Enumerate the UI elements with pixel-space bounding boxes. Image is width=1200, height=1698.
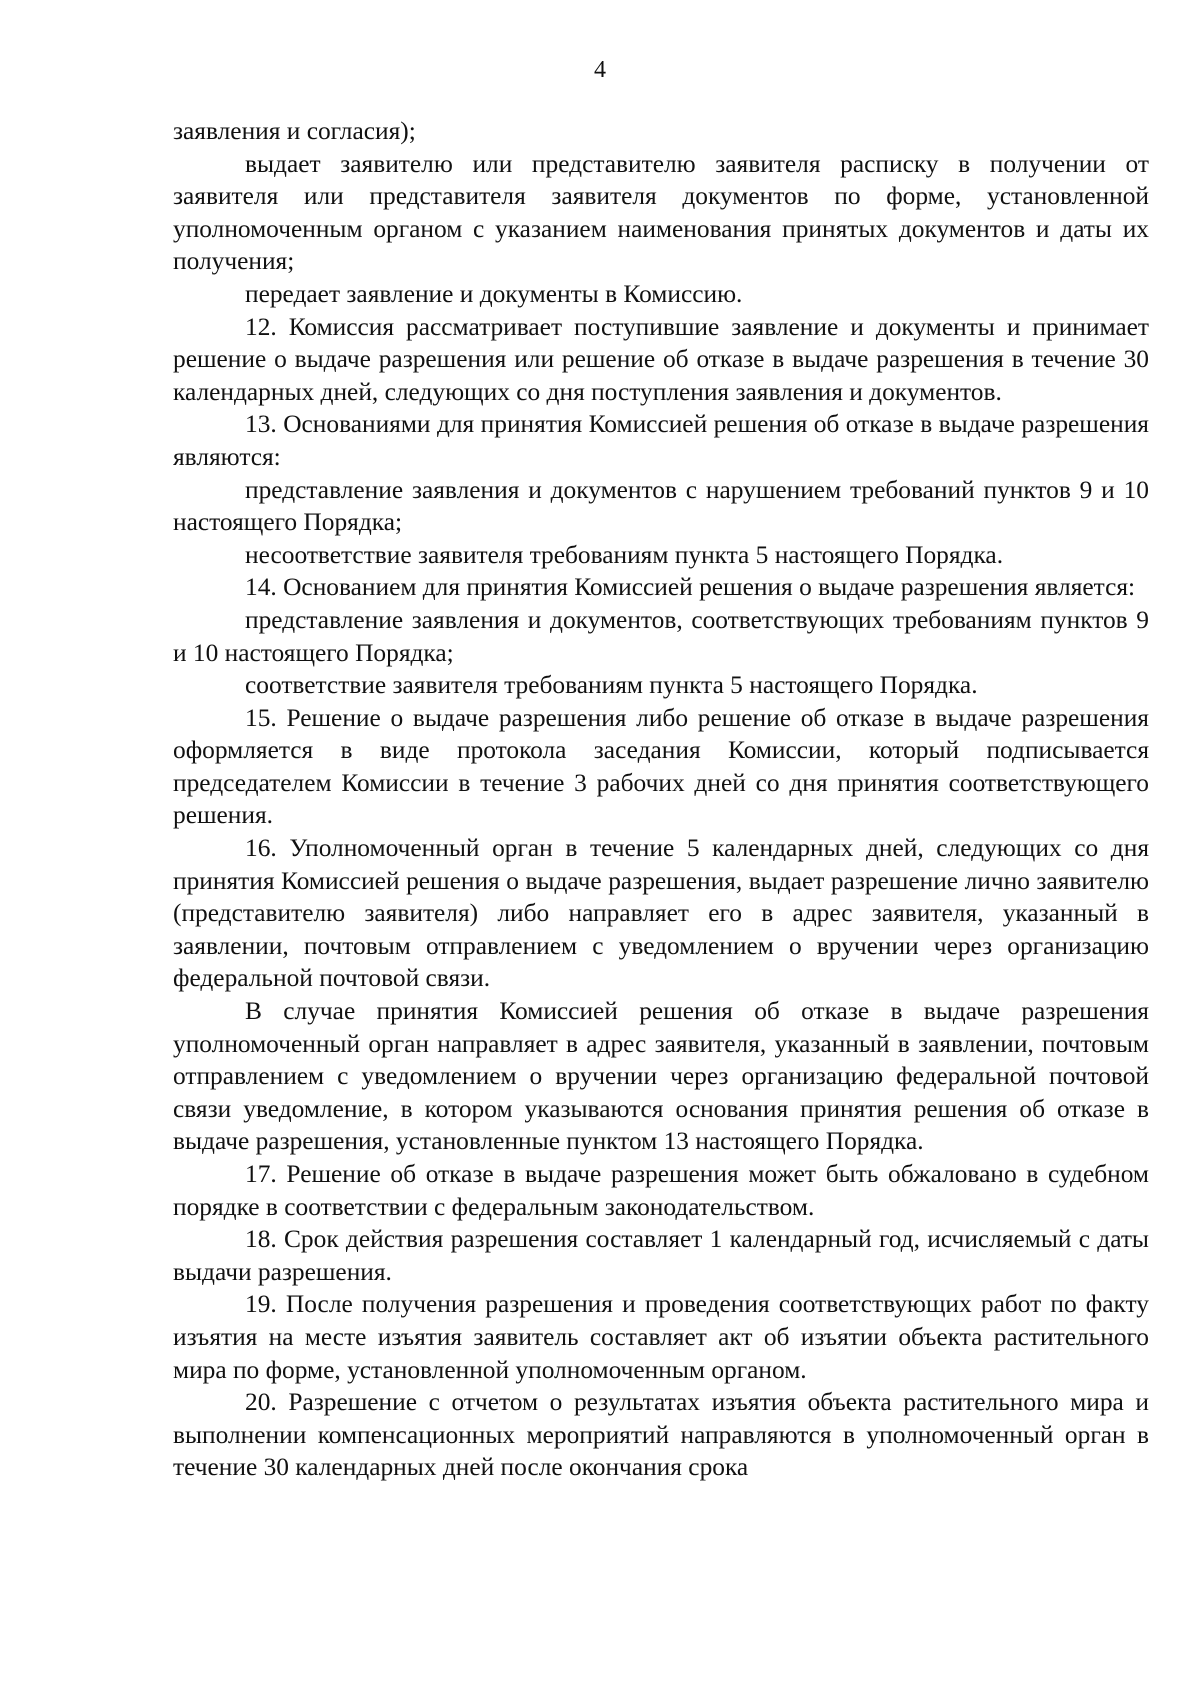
paragraph-item-20: 20. Разрешение с отчетом о результатах изъятия объекта растительного мира и выполнении компенсационных мероприятий направляются в уполномоченный орган в течение 30 календарных дней после окончания срока — [173, 1388, 1149, 1482]
paragraph-transfer-to-commission: передает заявление и документы в Комиссию. — [245, 279, 743, 308]
document-body — [173, 115, 1149, 1484]
page-number: 4 — [594, 57, 606, 83]
paragraph-item-14-ground-2: соответствие заявителя требованиям пункта 5 настоящего Порядка. — [245, 671, 978, 700]
paragraph-item-16: 16. Уполномоченный орган в течение 5 календарных дней, следующих со дня принятия Комиссией решения о выдаче разрешения, выдает разрешение лично заявителю (представителю заявителя) либо направляет его в адрес заявителя, указанный в заявлении, почтовым отправлением с уведомлением о вручении через организацию федеральной почтовой связи. — [173, 834, 1149, 993]
paragraph-item-19: 19. После получения разрешения и проведения соответствующих работ по факту изъятия на месте изъятия заявитель составляет акт об изъятии объекта растительного мира по форме, установленной уполномоченным органом. — [173, 1290, 1149, 1384]
paragraph-item-13-ground-2: несоответствие заявителя требованиям пункта 5 настоящего Порядка. — [245, 540, 1004, 569]
paragraph-issue-receipt: выдает заявителю или представителю заявителя расписку в получении от заявителя или представителя заявителя документов по форме, установленной уполномоченным органом с указанием наименования принятых документов и даты их получения; — [173, 149, 1149, 276]
paragraph-item-13: 13. Основаниями для принятия Комиссией решения об отказе в выдаче разрешения являются: — [173, 410, 1149, 471]
paragraph-item-17: 17. Решение об отказе в выдаче разрешения может быть обжаловано в судебном порядке в соответствии с федеральным законодательством. — [173, 1160, 1149, 1221]
paragraph-item-14: 14. Основанием для принятия Комиссией решения о выдаче разрешения является: — [245, 573, 1136, 602]
paragraph-item-12: 12. Комиссия рассматривает поступившие заявление и документы и принимает решение о выдаче разрешения или решение об отказе в выдаче разрешения в течение 30 календарных дней, следующих со дня поступления заявления и документов. — [173, 312, 1149, 406]
paragraph-continuation: заявления и согласия); — [173, 117, 416, 145]
paragraph-item-15: 15. Решение о выдаче разрешения либо решение об отказе в выдаче разрешения оформляется в виде протокола заседания Комиссии, который подписывается председателем Комиссии в течение 3 рабочих дней со дня принятия соответствующего решения. — [173, 703, 1149, 830]
paragraph-item-13-ground-1: представление заявления и документов с нарушением требований пунктов 9 и 10 настоящего Порядка; — [173, 475, 1149, 537]
paragraph-item-14-ground-1: представление заявления и документов, соответствующих требованиям пунктов 9 и 10 настоящего Порядка; — [173, 605, 1149, 667]
paragraph-item-18: 18. Срок действия разрешения составляет 1 календарный год, исчисляемый с даты выдачи разрешения. — [173, 1225, 1149, 1286]
paragraph-item-16-refusal: В случае принятия Комиссией решения об отказе в выдаче разрешения уполномоченный орган направляет в адрес заявителя, указанный в заявлении, почтовым отправлением с уведомлением о вручении через организацию федеральной почтовой связи уведомление, в котором указываются основания принятия решения об отказе в выдаче разрешения, установленные пунктом 13 настоящего Порядка. — [173, 997, 1149, 1156]
